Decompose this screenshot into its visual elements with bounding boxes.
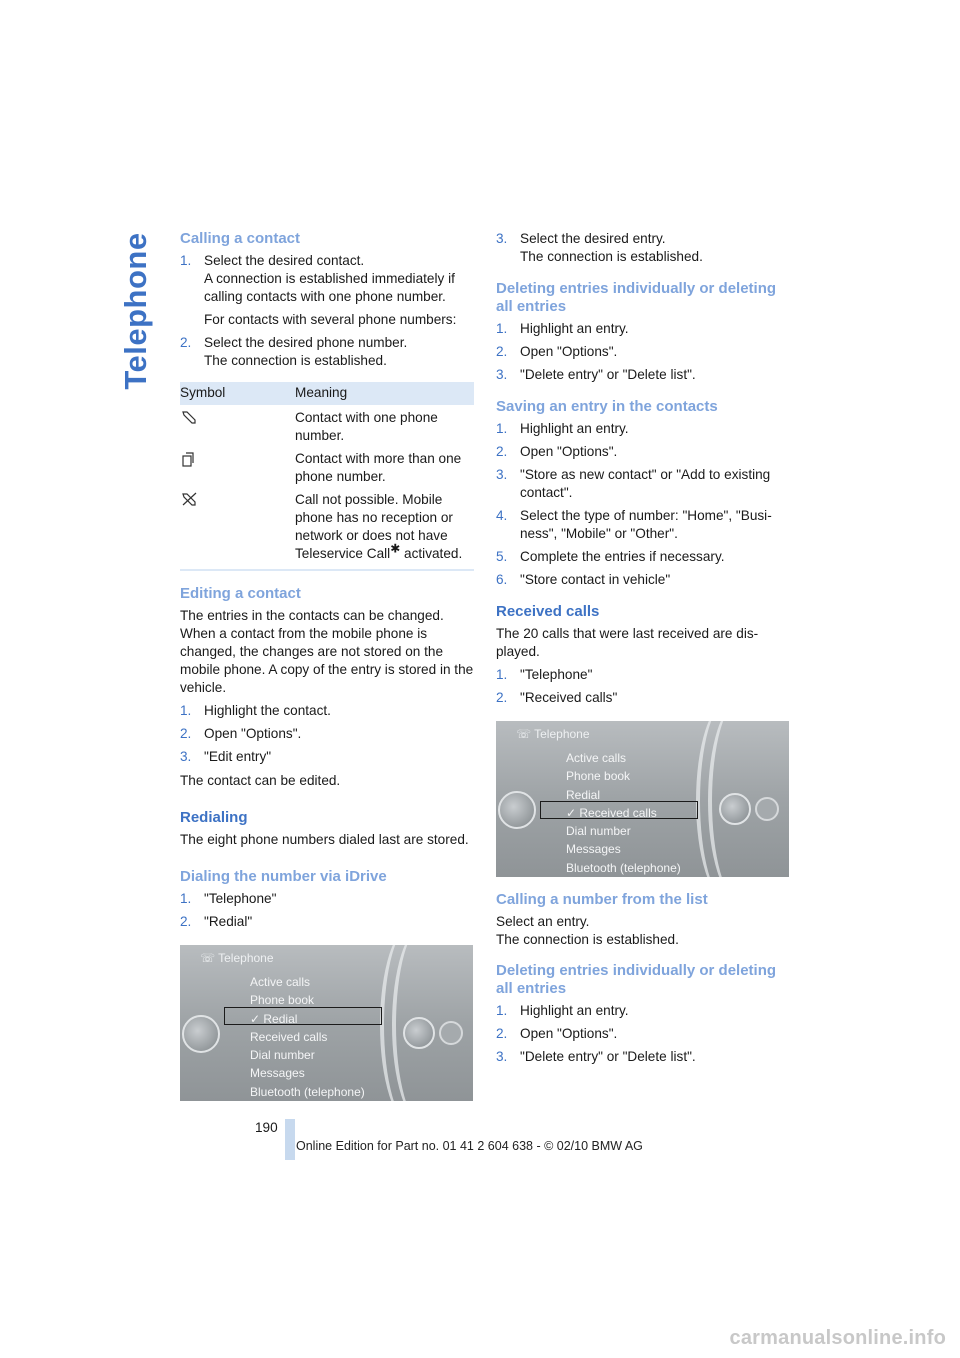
- list-item: 1. Select the desired contact. A connection is established immediately if calling contacts with one phone number. For contacts with several phone numbers:: [180, 253, 457, 327]
- symbol-table: [180, 382, 474, 571]
- list-item: 2. Open "Options".: [496, 1026, 618, 1041]
- watermark: carmanualsonline.info: [729, 1327, 946, 1349]
- heading-redialing: Redialing: [180, 809, 248, 826]
- screen-header: ☏ Telephone: [516, 727, 590, 741]
- table-header-meaning: Meaning: [295, 382, 474, 405]
- menu-item: Messages: [566, 842, 621, 857]
- footer-edition: Online Edition for Part no. 01 41 2 604 638 - © 02/10 BMW AG: [296, 1139, 643, 1153]
- screen-menu: [250, 973, 365, 1101]
- heading-calling-from-list: Calling a number from the list: [496, 891, 708, 908]
- table-header-symbol: Symbol: [180, 382, 295, 405]
- list-item: 2. "Received calls": [496, 690, 618, 705]
- phone-icon: ☏: [516, 727, 535, 741]
- heading-dialing-idrive: Dialing the number via iDrive: [180, 868, 387, 885]
- heading-deleting-entries-2: Deleting entries individually or deleting all entries: [496, 962, 777, 997]
- list-item: 3. "Delete entry" or "Delete list".: [496, 367, 696, 382]
- menu-item: Active calls: [566, 751, 627, 765]
- list-item: 2. "Redial": [180, 914, 253, 929]
- heading-received-calls: Received calls: [496, 603, 600, 620]
- menu-item: ✓ Received calls: [566, 805, 657, 820]
- list-item: 2. Open "Options".: [496, 344, 618, 359]
- deleting-steps: [496, 320, 790, 384]
- list-item: 1. Highlight an entry.: [496, 321, 629, 336]
- received-intro: The 20 calls that were last received are dis-played.: [496, 626, 759, 659]
- deleting-steps-2: [496, 1002, 790, 1066]
- list-item: 1. "Telephone": [180, 891, 277, 906]
- idrive-screen-received: [496, 721, 789, 877]
- left-column: [180, 230, 474, 1101]
- page-number: 190: [255, 1120, 278, 1135]
- menu-item: Dial number: [250, 1048, 315, 1063]
- list-item: 6. "Store contact in vehicle": [496, 572, 671, 587]
- saving-steps: [496, 420, 790, 589]
- table-row: Contact with more than one phone number.: [180, 446, 474, 487]
- idrive-screen-redial: [180, 945, 473, 1101]
- menu-item: Active calls: [250, 975, 311, 989]
- list-item: 1. Highlight an entry.: [496, 1003, 629, 1018]
- phone-icon: ☏: [200, 951, 219, 965]
- menu-item: Phone book: [250, 993, 315, 1008]
- table-row: Call not possible. Mobile phone has no reception or network or does not have Teleservice Call✱ activated.: [180, 487, 474, 570]
- menu-item: Received calls: [250, 1029, 328, 1044]
- screen-header: ☏ Telephone: [200, 951, 274, 965]
- editing-outro: The contact can be edited.: [180, 773, 341, 788]
- heading-editing-contact: Editing a contact: [180, 585, 301, 602]
- list-item: 4. Select the type of number: "Home", "Busi-ness", "Mobile" or "Other".: [496, 508, 772, 541]
- button-icon: [439, 1021, 463, 1045]
- selection-frame: [540, 801, 698, 819]
- list-item: 3. "Delete entry" or "Delete list".: [496, 1049, 696, 1064]
- dialing-steps: [180, 890, 474, 931]
- menu-item: Phone book: [566, 769, 631, 784]
- list-item: 1. Highlight an entry.: [496, 421, 629, 436]
- list-item: 2. Open "Options".: [496, 444, 618, 459]
- list-item: 3. "Store as new contact" or "Add to existing contact".: [496, 467, 771, 500]
- menu-item: ✓ Redial: [250, 1011, 298, 1026]
- list-item: 3. "Edit entry": [180, 749, 272, 764]
- heading-deleting-entries: Deleting entries individually or deleting all entries: [496, 280, 777, 315]
- phone-multiple-icon: [180, 450, 200, 468]
- menu-item: Dial number: [566, 824, 631, 839]
- menu-item: Messages: [250, 1066, 305, 1081]
- controller-knob-icon: [182, 1015, 220, 1053]
- list-item: 2. Open "Options".: [180, 726, 302, 741]
- calling-list-text: Select an entry. The connection is established.: [496, 914, 679, 947]
- selection-frame: [224, 1007, 382, 1025]
- table-row: Contact with one phone number.: [180, 405, 474, 446]
- footer-accent-bar: [285, 1119, 295, 1160]
- redialing-intro: The eight phone numbers dialed last are stored.: [180, 832, 469, 847]
- button-icon: [755, 797, 779, 821]
- controller-knob-icon: [403, 1017, 435, 1049]
- list-item: 1. Highlight the contact.: [180, 703, 331, 718]
- call-not-possible-icon: [180, 491, 200, 507]
- asterisk-icon: ✱: [390, 541, 401, 556]
- controller-knob-icon: [719, 793, 751, 825]
- list-item: 3. Select the desired entry. The connection is established.: [496, 231, 703, 264]
- received-steps: [496, 666, 790, 707]
- right-column: [496, 230, 790, 1072]
- phone-single-icon: [180, 409, 200, 425]
- heading-calling-contact: Calling a contact: [180, 230, 301, 247]
- heading-saving-entry: Saving an entry in the contacts: [496, 398, 718, 415]
- continued-steps: [496, 230, 790, 266]
- side-section-title: Telephone: [118, 232, 153, 390]
- editing-intro: The entries in the contacts can be changed. When a contact from the mobile phone is changed, the changes are not stored on the mobile phone. A copy of the entry is stored in the vehicle.: [180, 608, 474, 695]
- list-item: 1. "Telephone": [496, 667, 593, 682]
- list-item: 2. Select the desired phone number. The connection is established.: [180, 335, 408, 368]
- editing-steps: [180, 702, 474, 766]
- calling-contact-steps: [180, 252, 474, 370]
- list-item: 5. Complete the entries if necessary.: [496, 549, 725, 564]
- controller-knob-icon: [498, 791, 536, 829]
- menu-item: Bluetooth (telephone): [250, 1084, 365, 1099]
- menu-item: Bluetooth (telephone): [566, 860, 681, 875]
- menu-item: Redial: [566, 787, 601, 802]
